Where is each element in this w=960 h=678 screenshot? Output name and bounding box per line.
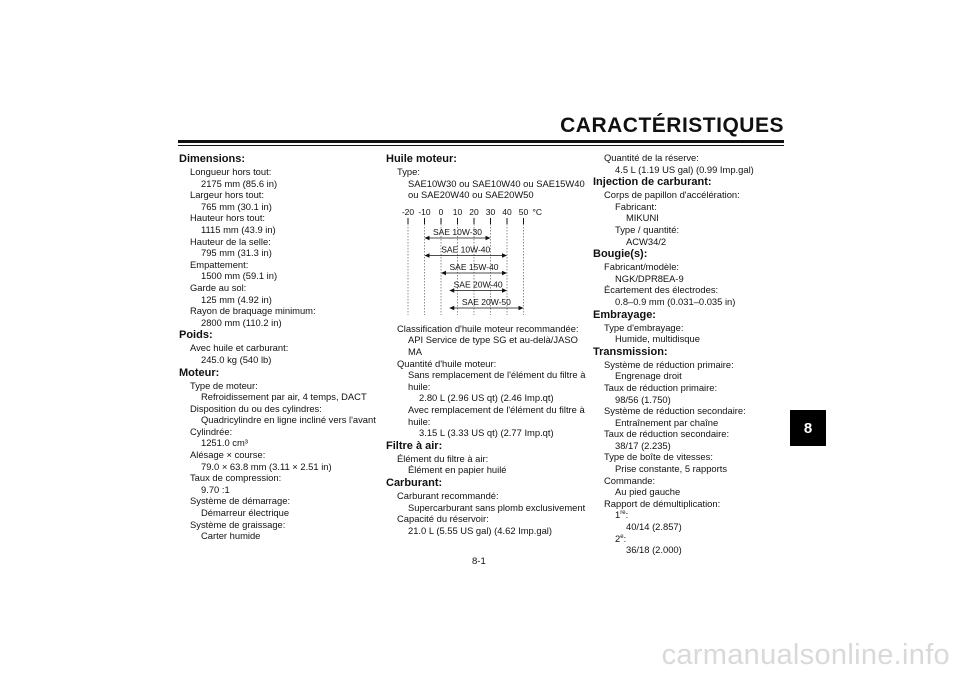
spec-label: Taux de réduction secondaire: [604, 428, 730, 440]
spec-label: Taux de compression: [190, 472, 282, 484]
spec-value: 1251.0 cm³ [201, 437, 248, 449]
range-arrow-right [486, 236, 491, 240]
spec-value: 1115 mm (43.9 in) [201, 223, 276, 235]
spec-value: Élément en papier huilé [408, 464, 507, 476]
spec-value: Prise constante, 5 rapports [615, 463, 728, 475]
spec-label: Largeur hors tout: [190, 189, 265, 201]
column-1 [179, 152, 379, 542]
spec-value: 3.15 L (3.33 US qt) (2.77 Imp.qt) [419, 427, 554, 439]
spec-value: Quadricylindre en ligne incliné vers l'avant [201, 414, 376, 426]
spec-value: 125 mm (4.92 in) [201, 293, 272, 305]
spec-value: 2800 mm (110.2 in) [201, 316, 282, 328]
spec-label: Empattement: [190, 258, 249, 270]
section-heading-embrayage: Embrayage: [593, 308, 656, 321]
axis-tick-label: -10 [418, 206, 431, 217]
spec-value: MA [408, 345, 423, 357]
column-3 [593, 152, 793, 556]
spec-label: Élément du filtre à air: [397, 452, 489, 464]
spec-label: Système de démarrage: [190, 495, 291, 507]
range-arrow-left [425, 236, 430, 240]
range-arrow-right [519, 306, 524, 310]
section-heading-filtre-a-air: Filtre à air: [386, 439, 443, 452]
gear-1-suffix: re [620, 510, 626, 517]
axis-tick-label: 40 [502, 206, 512, 217]
spec-label: Système de graissage: [190, 518, 286, 530]
spec-value: Carter humide [201, 530, 261, 542]
spec-value: Démarreur électrique [201, 507, 290, 519]
spec-value: 765 mm (30.1 in) [201, 200, 272, 212]
spec-value: 2175 mm (85.6 in) [201, 177, 278, 189]
gear-1-value: 40/14 (2.857) [626, 521, 682, 533]
header-rule-thick [178, 140, 784, 143]
spec-value: SAE10W30 ou SAE10W40 ou SAE15W40 [408, 177, 585, 189]
section-heading-dimensions: Dimensions: [179, 153, 246, 165]
spec-value: 38/17 (2.235) [615, 439, 671, 451]
gear-1-label [593, 509, 793, 521]
spec-label: Commande: [604, 474, 656, 486]
section-heading-injection: Injection de carburant: [593, 176, 712, 189]
range-label: SAE 20W-50 [461, 296, 511, 307]
spec-value: Supercarburant sans plomb exclusivement [408, 501, 586, 513]
axis-tick-label: -20 [401, 206, 415, 217]
gear-2-colon: : [623, 532, 627, 544]
axis-tick-label: 10 [452, 206, 463, 217]
spec-value: ACW34/2 [626, 235, 667, 247]
spec-value: Humide, multidisque [615, 333, 700, 345]
spec-label: Rapport de démultiplication: [604, 497, 721, 509]
spec-label: Classification d'huile moteur recommandée: [397, 322, 579, 334]
spec-label: Type: [397, 166, 420, 177]
spec-value: 9.70 :1 [201, 483, 230, 495]
spec-label: Hauteur de la selle: [190, 235, 271, 247]
spec-value: Engrenage droit [615, 370, 682, 382]
spec-value: ou SAE20W40 ou SAE20W50 [408, 189, 534, 201]
spec-value: 1500 mm (59.1 in) [201, 270, 278, 282]
spec-label: Capacité du réservoir: [397, 513, 489, 525]
spec-label: Système de réduction primaire: [604, 358, 734, 370]
spec-label: Rayon de braquage minimum: [190, 305, 316, 317]
axis-tick-label: 50 [518, 206, 529, 217]
range-arrow-left [449, 306, 454, 310]
column-2 [386, 152, 591, 536]
range-label: SAE 10W-40 [441, 244, 491, 255]
spec-label: Avec remplacement de l'élément du filtre à [408, 403, 585, 415]
section-heading-poids: Poids: [179, 329, 213, 342]
range-arrow-right [502, 288, 507, 292]
range-label: SAE 20W-40 [453, 279, 503, 290]
spec-label: Cylindrée: [190, 425, 233, 437]
spec-value: 795 mm (31.3 in) [201, 247, 272, 259]
chapter-tab: 8 [790, 410, 826, 446]
watermark: carmanualsonline.info [661, 639, 950, 671]
section-heading-transmission: Transmission: [593, 345, 668, 358]
gear-1-colon: : [625, 509, 629, 521]
oil-viscosity-chart [386, 205, 576, 317]
gear-2-number: 2 [615, 532, 621, 544]
range-arrow-left [441, 271, 446, 275]
section-heading-carburant: Carburant: [386, 476, 443, 489]
range-arrow-left [425, 253, 430, 257]
spec-value: 98/56 (1.750) [615, 393, 671, 405]
spec-label: Système de réduction secondaire: [604, 405, 746, 417]
spec-value: 245.0 kg (540 lb) [201, 353, 272, 365]
spec-label: Quantité de la réserve: [604, 152, 699, 163]
range-label: SAE 10W-30 [433, 226, 482, 237]
spec-label: Longueur hors tout: [190, 166, 272, 177]
range-arrow-right [502, 253, 507, 257]
axis-tick-label: 20 [469, 206, 479, 217]
spec-label: Sans remplacement de l'élément du filtre à [408, 369, 586, 381]
spec-value: 79.0 × 63.8 mm (3.11 × 2.51 in) [201, 460, 332, 472]
gear-2-label [593, 533, 793, 545]
spec-label: Disposition du ou des cylindres: [190, 402, 322, 414]
spec-label: Corps de papillon d'accélération: [604, 189, 740, 201]
spec-value: 0.8–0.9 mm (0.031–0.035 in) [615, 295, 736, 307]
spec-label: huile: [408, 380, 431, 392]
spec-value: 4.5 L (1.19 US gal) (0.99 Imp.gal) [615, 163, 754, 175]
spec-label: Fabricant/modèle: [604, 261, 680, 273]
page-number: 8-1 [472, 556, 486, 567]
header-rule-thin [178, 145, 784, 146]
spec-label: Quantité d'huile moteur: [397, 357, 497, 369]
section-heading-bougie: Bougie(s): [593, 248, 648, 261]
spec-label: Garde au sol: [190, 281, 247, 293]
axis-unit-label: °C [532, 206, 543, 217]
axis-tick-label: 30 [485, 206, 496, 217]
spec-value: Entraînement par chaîne [615, 416, 719, 428]
spec-label: Alésage × course: [190, 449, 266, 461]
range-arrow-right [502, 271, 507, 275]
spec-label: Taux de réduction primaire: [604, 381, 718, 393]
spec-value: API Service de type SG et au-delà/JASO [408, 334, 578, 346]
spec-value: Refroidissement par air, 4 temps, DACT [201, 391, 367, 403]
spec-label: huile: [408, 415, 431, 427]
gear-2-suffix: e [620, 533, 624, 540]
spec-value: 21.0 L (5.55 US gal) (4.62 Imp.gal) [408, 524, 552, 536]
spec-value: NGK/DPR8EA-9 [615, 272, 684, 284]
spec-value: Au pied gauche [615, 486, 681, 498]
section-heading-moteur: Moteur: [179, 366, 220, 379]
page-title: CARACTÉRISTIQUES [560, 114, 784, 137]
spec-label: Type d'embrayage: [604, 321, 684, 333]
spec-label: Type de boîte de vitesses: [604, 451, 713, 463]
spec-label: Hauteur hors tout: [190, 212, 266, 224]
spec-label: Type de moteur: [190, 379, 258, 391]
gear-2-value: 36/18 (2.000) [626, 544, 682, 556]
spec-label: Écartement des électrodes: [604, 284, 719, 296]
spec-label: Fabricant: [615, 200, 657, 212]
spec-value: MIKUNI [626, 212, 659, 224]
section-heading-huile-moteur: Huile moteur: [386, 153, 457, 165]
spec-label: Carburant recommandé: [397, 489, 499, 501]
gear-1-number: 1 [615, 509, 621, 521]
axis-tick-label: 0 [438, 206, 444, 217]
spec-value: 2.80 L (2.96 US qt) (2.46 Imp.qt) [419, 392, 554, 404]
range-label: SAE 15W-40 [449, 261, 499, 272]
spec-label: Avec huile et carburant: [190, 342, 289, 354]
spec-label: Type / quantité: [615, 223, 680, 235]
